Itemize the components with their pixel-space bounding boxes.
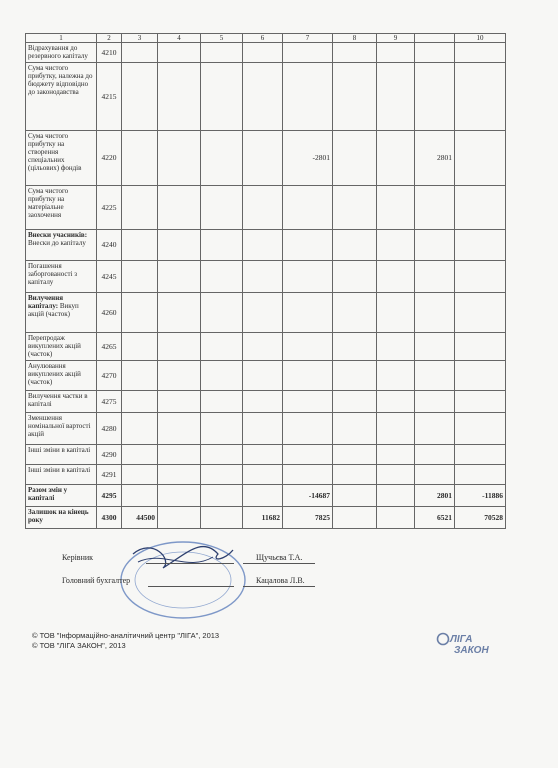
- value-cell: [201, 63, 243, 131]
- table-row: [26, 485, 506, 507]
- value-cell: [333, 485, 377, 507]
- value-cell: [455, 43, 506, 63]
- row-label-heading: Вилучення капіталу:: [28, 294, 64, 310]
- value-cell: [158, 131, 201, 186]
- value-cell: [377, 186, 415, 230]
- value-cell: [122, 63, 158, 131]
- value-cell: [201, 361, 243, 391]
- row-code: 4220: [97, 131, 122, 186]
- row-code: 4290: [97, 445, 122, 465]
- value-cell: [283, 391, 333, 413]
- value-cell: [122, 186, 158, 230]
- column-number: 5: [201, 34, 243, 43]
- value-cell: [377, 485, 415, 507]
- value-cell: [377, 465, 415, 485]
- value-cell: [415, 333, 455, 361]
- value-cell: [283, 293, 333, 333]
- value-cell: [283, 63, 333, 131]
- director-signature-line: [146, 563, 234, 564]
- value-cell: [158, 391, 201, 413]
- value-cell: [201, 186, 243, 230]
- value-cell: [243, 63, 283, 131]
- row-label: Залишок на кінець року: [26, 507, 97, 529]
- value-cell: [377, 230, 415, 261]
- value-cell: [158, 333, 201, 361]
- row-code: 4265: [97, 333, 122, 361]
- value-cell: [283, 230, 333, 261]
- table-row: [26, 293, 506, 333]
- value-cell: [415, 361, 455, 391]
- value-cell: [243, 361, 283, 391]
- value-cell: [158, 293, 201, 333]
- value-cell: [201, 465, 243, 485]
- value-cell: [377, 413, 415, 445]
- value-cell: [333, 63, 377, 131]
- table-row: [26, 507, 506, 529]
- row-label: Сума чистого прибутку на матеріальне заохочення: [26, 186, 97, 230]
- value-cell: [455, 230, 506, 261]
- value-cell: [455, 465, 506, 485]
- value-cell: [455, 131, 506, 186]
- value-cell: [243, 261, 283, 293]
- value-cell: [415, 63, 455, 131]
- value-cell: [201, 413, 243, 445]
- value-cell: [333, 361, 377, 391]
- value-cell: [158, 445, 201, 465]
- table-row: [26, 445, 506, 465]
- value-cell: [283, 43, 333, 63]
- logo-bottom-text: ЗАКОН: [454, 645, 489, 656]
- value-cell: [158, 63, 201, 131]
- value-cell: 7825: [283, 507, 333, 529]
- value-cell: [283, 333, 333, 361]
- accountant-label: Головний бухгалтер: [62, 576, 131, 585]
- row-label-heading: Внески учасників:: [28, 231, 88, 239]
- copyright-footer: [32, 631, 219, 651]
- value-cell: [122, 361, 158, 391]
- value-cell: [243, 230, 283, 261]
- value-cell: [333, 391, 377, 413]
- value-cell: [243, 333, 283, 361]
- table-row: [26, 333, 506, 361]
- row-label: Сума чистого прибутку на створення спеціальних (цільових) фондів: [26, 131, 97, 186]
- row-code: 4215: [97, 63, 122, 131]
- header-row: [26, 34, 506, 43]
- row-label: Вилучення частки в капіталі: [26, 391, 97, 413]
- row-label: Погашення заборгованості з капіталу: [26, 261, 97, 293]
- column-number: 9: [377, 34, 415, 43]
- value-cell: [122, 131, 158, 186]
- value-cell: [415, 43, 455, 63]
- value-cell: [122, 445, 158, 465]
- director-name-line: [243, 563, 315, 564]
- value-cell: [333, 333, 377, 361]
- value-cell: [122, 230, 158, 261]
- value-cell: [415, 413, 455, 445]
- value-cell: [283, 361, 333, 391]
- value-cell: [243, 391, 283, 413]
- value-cell: [333, 186, 377, 230]
- value-cell: [377, 361, 415, 391]
- value-cell: [455, 413, 506, 445]
- value-cell: -11886: [455, 485, 506, 507]
- value-cell: [201, 485, 243, 507]
- logo-top-text: ЛІГА: [450, 634, 473, 645]
- row-code: 4210: [97, 43, 122, 63]
- value-cell: [122, 485, 158, 507]
- value-cell: [243, 131, 283, 186]
- table-row: [26, 465, 506, 485]
- value-cell: [415, 465, 455, 485]
- value-cell: [158, 186, 201, 230]
- value-cell: [122, 261, 158, 293]
- value-cell: [158, 43, 201, 63]
- row-label: Інші зміни в капіталі: [26, 445, 97, 465]
- value-cell: [455, 391, 506, 413]
- row-label: Відрахування до резервного капіталу: [26, 43, 97, 63]
- value-cell: [415, 261, 455, 293]
- value-cell: [415, 445, 455, 465]
- copyright-line-2: © ТОВ "ЛІГА ЗАКОН", 2013: [32, 641, 126, 650]
- value-cell: [415, 230, 455, 261]
- value-cell: [455, 333, 506, 361]
- value-cell: [122, 333, 158, 361]
- equity-changes-table: [25, 33, 506, 529]
- row-label: Зменшення номінальної вартості акцій: [26, 413, 97, 445]
- value-cell: [455, 186, 506, 230]
- column-number: 8: [333, 34, 377, 43]
- value-cell: [158, 361, 201, 391]
- table-row: [26, 230, 506, 261]
- table-row: [26, 413, 506, 445]
- column-number: 6: [243, 34, 283, 43]
- value-cell: 70528: [455, 507, 506, 529]
- value-cell: [333, 445, 377, 465]
- value-cell: [243, 485, 283, 507]
- row-code: 4300: [97, 507, 122, 529]
- value-cell: [122, 465, 158, 485]
- value-cell: [455, 63, 506, 131]
- value-cell: [201, 131, 243, 186]
- row-code: 4291: [97, 465, 122, 485]
- column-number: 3: [122, 34, 158, 43]
- row-label: Сума чистого прибутку, належна до бюджету відповідно до законодавства: [26, 63, 97, 131]
- value-cell: [377, 261, 415, 293]
- row-code: 4260: [97, 293, 122, 333]
- value-cell: [243, 43, 283, 63]
- value-cell: [283, 186, 333, 230]
- value-cell: [201, 391, 243, 413]
- row-label: Інші зміни в капіталі: [26, 465, 97, 485]
- value-cell: [122, 413, 158, 445]
- table-row: [26, 391, 506, 413]
- value-cell: [377, 293, 415, 333]
- copyright-line-1: © ТОВ "Інформаційно-аналітичний центр "ЛІГА", 2013: [32, 631, 220, 640]
- value-cell: [333, 293, 377, 333]
- value-cell: [455, 293, 506, 333]
- value-cell: [283, 261, 333, 293]
- value-cell: [158, 485, 201, 507]
- value-cell: 6521: [415, 507, 455, 529]
- value-cell: [455, 361, 506, 391]
- row-code: 4295: [97, 485, 122, 507]
- value-cell: [333, 43, 377, 63]
- accountant-signature-line: [148, 586, 234, 587]
- value-cell: [201, 261, 243, 293]
- value-cell: [243, 186, 283, 230]
- value-cell: 44500: [122, 507, 158, 529]
- value-cell: [201, 43, 243, 63]
- accountant-name-line: [243, 586, 315, 587]
- value-cell: [158, 507, 201, 529]
- value-cell: [415, 293, 455, 333]
- value-cell: [158, 413, 201, 445]
- value-cell: [243, 413, 283, 445]
- row-label-text: Внески до капіталу: [28, 239, 86, 247]
- value-cell: [333, 230, 377, 261]
- value-cell: [283, 445, 333, 465]
- column-number: [415, 34, 455, 43]
- value-cell: [377, 43, 415, 63]
- value-cell: [201, 230, 243, 261]
- value-cell: [122, 293, 158, 333]
- value-cell: [377, 391, 415, 413]
- value-cell: [377, 445, 415, 465]
- value-cell: [201, 445, 243, 465]
- table-row: [26, 361, 506, 391]
- director-label: Керівник: [62, 553, 94, 562]
- row-label: Анулювання викуплених акцій (часток): [26, 361, 97, 391]
- director-name: Щучьєва Т.А.: [256, 553, 303, 562]
- column-number: 1: [26, 34, 97, 43]
- value-cell: [283, 465, 333, 485]
- value-cell: [122, 43, 158, 63]
- value-cell: [415, 391, 455, 413]
- table-row: [26, 131, 506, 186]
- value-cell: -14687: [283, 485, 333, 507]
- value-cell: [201, 333, 243, 361]
- value-cell: [455, 445, 506, 465]
- row-label-text: Викуп акцій (часток): [28, 302, 79, 318]
- value-cell: [377, 507, 415, 529]
- value-cell: [201, 293, 243, 333]
- value-cell: [243, 465, 283, 485]
- value-cell: 11682: [243, 507, 283, 529]
- value-cell: [333, 261, 377, 293]
- column-number: 4: [158, 34, 201, 43]
- row-code: 4240: [97, 230, 122, 261]
- row-label: [26, 293, 97, 333]
- value-cell: [158, 261, 201, 293]
- value-cell: [333, 413, 377, 445]
- value-cell: 2801: [415, 131, 455, 186]
- value-cell: 2801: [415, 485, 455, 507]
- value-cell: [158, 230, 201, 261]
- row-label: Разом змін у капіталі: [26, 485, 97, 507]
- column-number: 7: [283, 34, 333, 43]
- row-code: 4280: [97, 413, 122, 445]
- row-code: 4270: [97, 361, 122, 391]
- value-cell: [415, 186, 455, 230]
- value-cell: [283, 413, 333, 445]
- row-label: [26, 230, 97, 261]
- table-row: [26, 186, 506, 230]
- table-row: [26, 43, 506, 63]
- value-cell: [243, 293, 283, 333]
- row-label: Перепродаж викуплених акцій (часток): [26, 333, 97, 361]
- column-number: 2: [97, 34, 122, 43]
- liga-zakon-logo: [435, 630, 493, 656]
- table-row: [26, 63, 506, 131]
- value-cell: [455, 261, 506, 293]
- row-code: 4245: [97, 261, 122, 293]
- value-cell: [377, 63, 415, 131]
- value-cell: [377, 131, 415, 186]
- value-cell: [243, 445, 283, 465]
- value-cell: [333, 131, 377, 186]
- row-code: 4275: [97, 391, 122, 413]
- accountant-name: Кацалова Л.В.: [256, 576, 305, 585]
- value-cell: [377, 333, 415, 361]
- row-code: 4225: [97, 186, 122, 230]
- value-cell: [333, 507, 377, 529]
- table-row: [26, 261, 506, 293]
- value-cell: [158, 465, 201, 485]
- value-cell: -2801: [283, 131, 333, 186]
- value-cell: [122, 391, 158, 413]
- value-cell: [201, 507, 243, 529]
- value-cell: [333, 465, 377, 485]
- column-number: 10: [455, 34, 506, 43]
